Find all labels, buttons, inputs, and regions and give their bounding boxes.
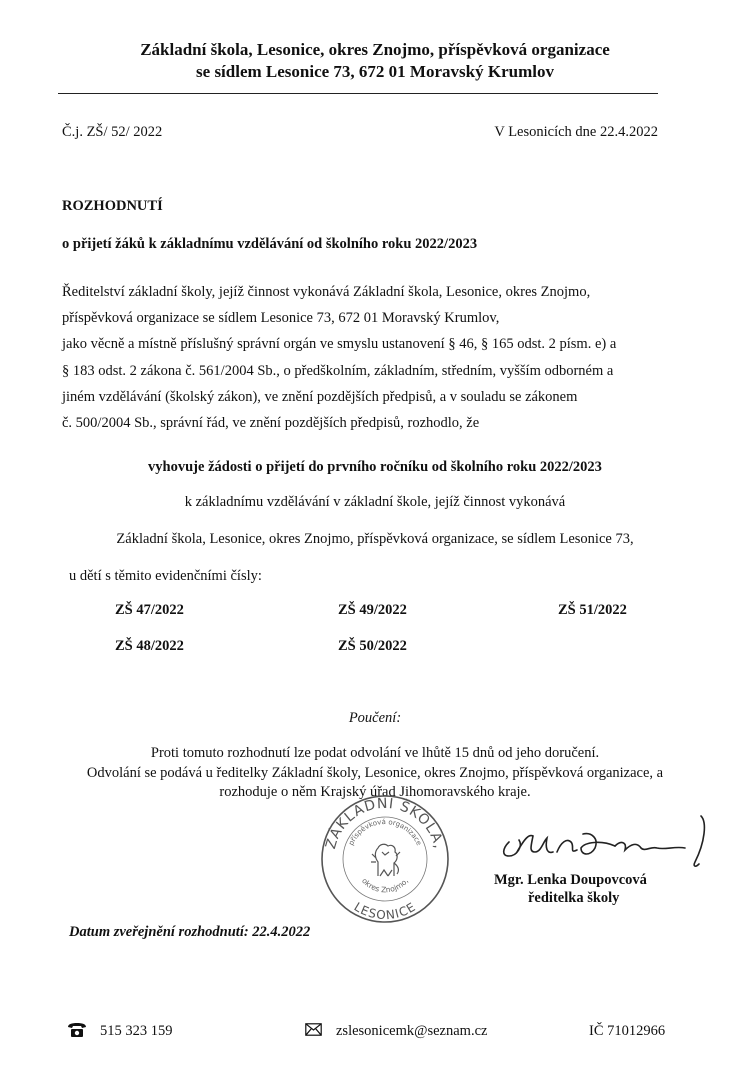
stamp-outer-text: ZÁKLADNÍ ŠKOLA, xyxy=(323,795,447,851)
instruction-line: Proti tomuto rozhodnutí lze podat odvolání ve lhůtě 15 dnů od jeho doručení. xyxy=(150,745,600,761)
stamp-lower-text: okres Znojmo, xyxy=(359,876,411,895)
lion-emblem-icon xyxy=(371,844,400,876)
company-id: IČ 71012966 xyxy=(589,1023,666,1039)
registration-id: ZŠ 48/2022 xyxy=(115,638,184,654)
decision-line: k základnímu vzdělávání v základní škole, jejíž činnost vykonává xyxy=(184,494,566,510)
school-stamp xyxy=(318,792,452,926)
svg-text:LESONICE xyxy=(352,900,419,923)
instruction-title: Poučení: xyxy=(348,710,402,726)
school-name: Základní škola, Lesonice, okres Znojmo, příspěvková organizace xyxy=(140,40,610,59)
place-date: V Lesonicích dne 22.4.2022 xyxy=(494,124,658,140)
decision-line: u dětí s těmito evidenčními čísly: xyxy=(69,568,262,584)
school-address: se sídlem Lesonice 73, 672 01 Moravský Krumlov xyxy=(196,62,554,81)
stamp-inner-text: příspěvková organizace xyxy=(347,817,423,847)
stamp-bottom-text: LESONICE xyxy=(351,899,419,923)
signatory-name: Mgr. Lenka Doupovcová xyxy=(494,872,647,888)
decision-statement: vyhovuje žádosti o přijetí do prvního ročníku od školního roku 2022/2023 xyxy=(148,459,602,475)
svg-text:příspěvková organizace xyxy=(347,818,423,847)
phone-number[interactable]: 515 323 159 xyxy=(100,1023,173,1039)
svg-text:okres Znojmo, xyxy=(360,876,410,894)
header-divider xyxy=(58,93,658,94)
registration-id: ZŠ 47/2022 xyxy=(115,602,184,618)
reference-number: Č.j. ZŠ/ 52/ 2022 xyxy=(62,124,163,140)
body-line: jiném vzdělávání (školský zákon), ve znění pozdějších předpisů, a v souladu se zákonem xyxy=(62,389,578,405)
body-line: jako věcně a místně příslušný správní orgán ve smyslu ustanovení § 46, § 165 odst. 2 písm. e) a xyxy=(62,336,617,352)
instruction-line: Odvolání se podává u ředitelky Základní školy, Lesonice, okres Znojmo, příspěvková organizace, a xyxy=(86,765,664,781)
body-line: č. 500/2004 Sb., správní řád, ve znění pozdějších předpisů, rozhodlo, že xyxy=(62,415,480,431)
body-line: Ředitelství základní školy, jejíž činnost vykonává Základní škola, Lesonice, okres Znojmo, xyxy=(62,284,591,300)
registration-id: ZŠ 51/2022 xyxy=(558,602,627,618)
body-line: příspěvková organizace se sídlem Lesonice 73, 672 01 Moravský Krumlov, xyxy=(62,310,500,326)
body-line: § 183 odst. 2 zákona č. 561/2004 Sb., o předškolním, základním, středním, vyšším odborném a xyxy=(62,363,614,379)
decision-line: Základní škola, Lesonice, okres Znojmo, příspěvková organizace, se sídlem Lesonice 73, xyxy=(116,531,634,547)
signatory-role: ředitelka školy xyxy=(528,890,620,906)
document-subtitle: o přijetí žáků k základnímu vzdělávání od školního roku 2022/2023 xyxy=(62,236,478,252)
publication-date: Datum zveřejnění rozhodnutí: 22.4.2022 xyxy=(69,924,311,940)
phone-icon xyxy=(67,1022,87,1038)
instruction-line: rozhoduje o něm Krajský úřad Jihomoravského kraje. xyxy=(219,784,531,800)
registration-id: ZŠ 50/2022 xyxy=(338,638,407,654)
registration-id: ZŠ 49/2022 xyxy=(338,602,407,618)
email-address[interactable]: zslesonicemk@seznam.cz xyxy=(336,1023,488,1039)
document-title: ROZHODNUTÍ xyxy=(62,198,163,214)
envelope-icon xyxy=(305,1023,322,1036)
